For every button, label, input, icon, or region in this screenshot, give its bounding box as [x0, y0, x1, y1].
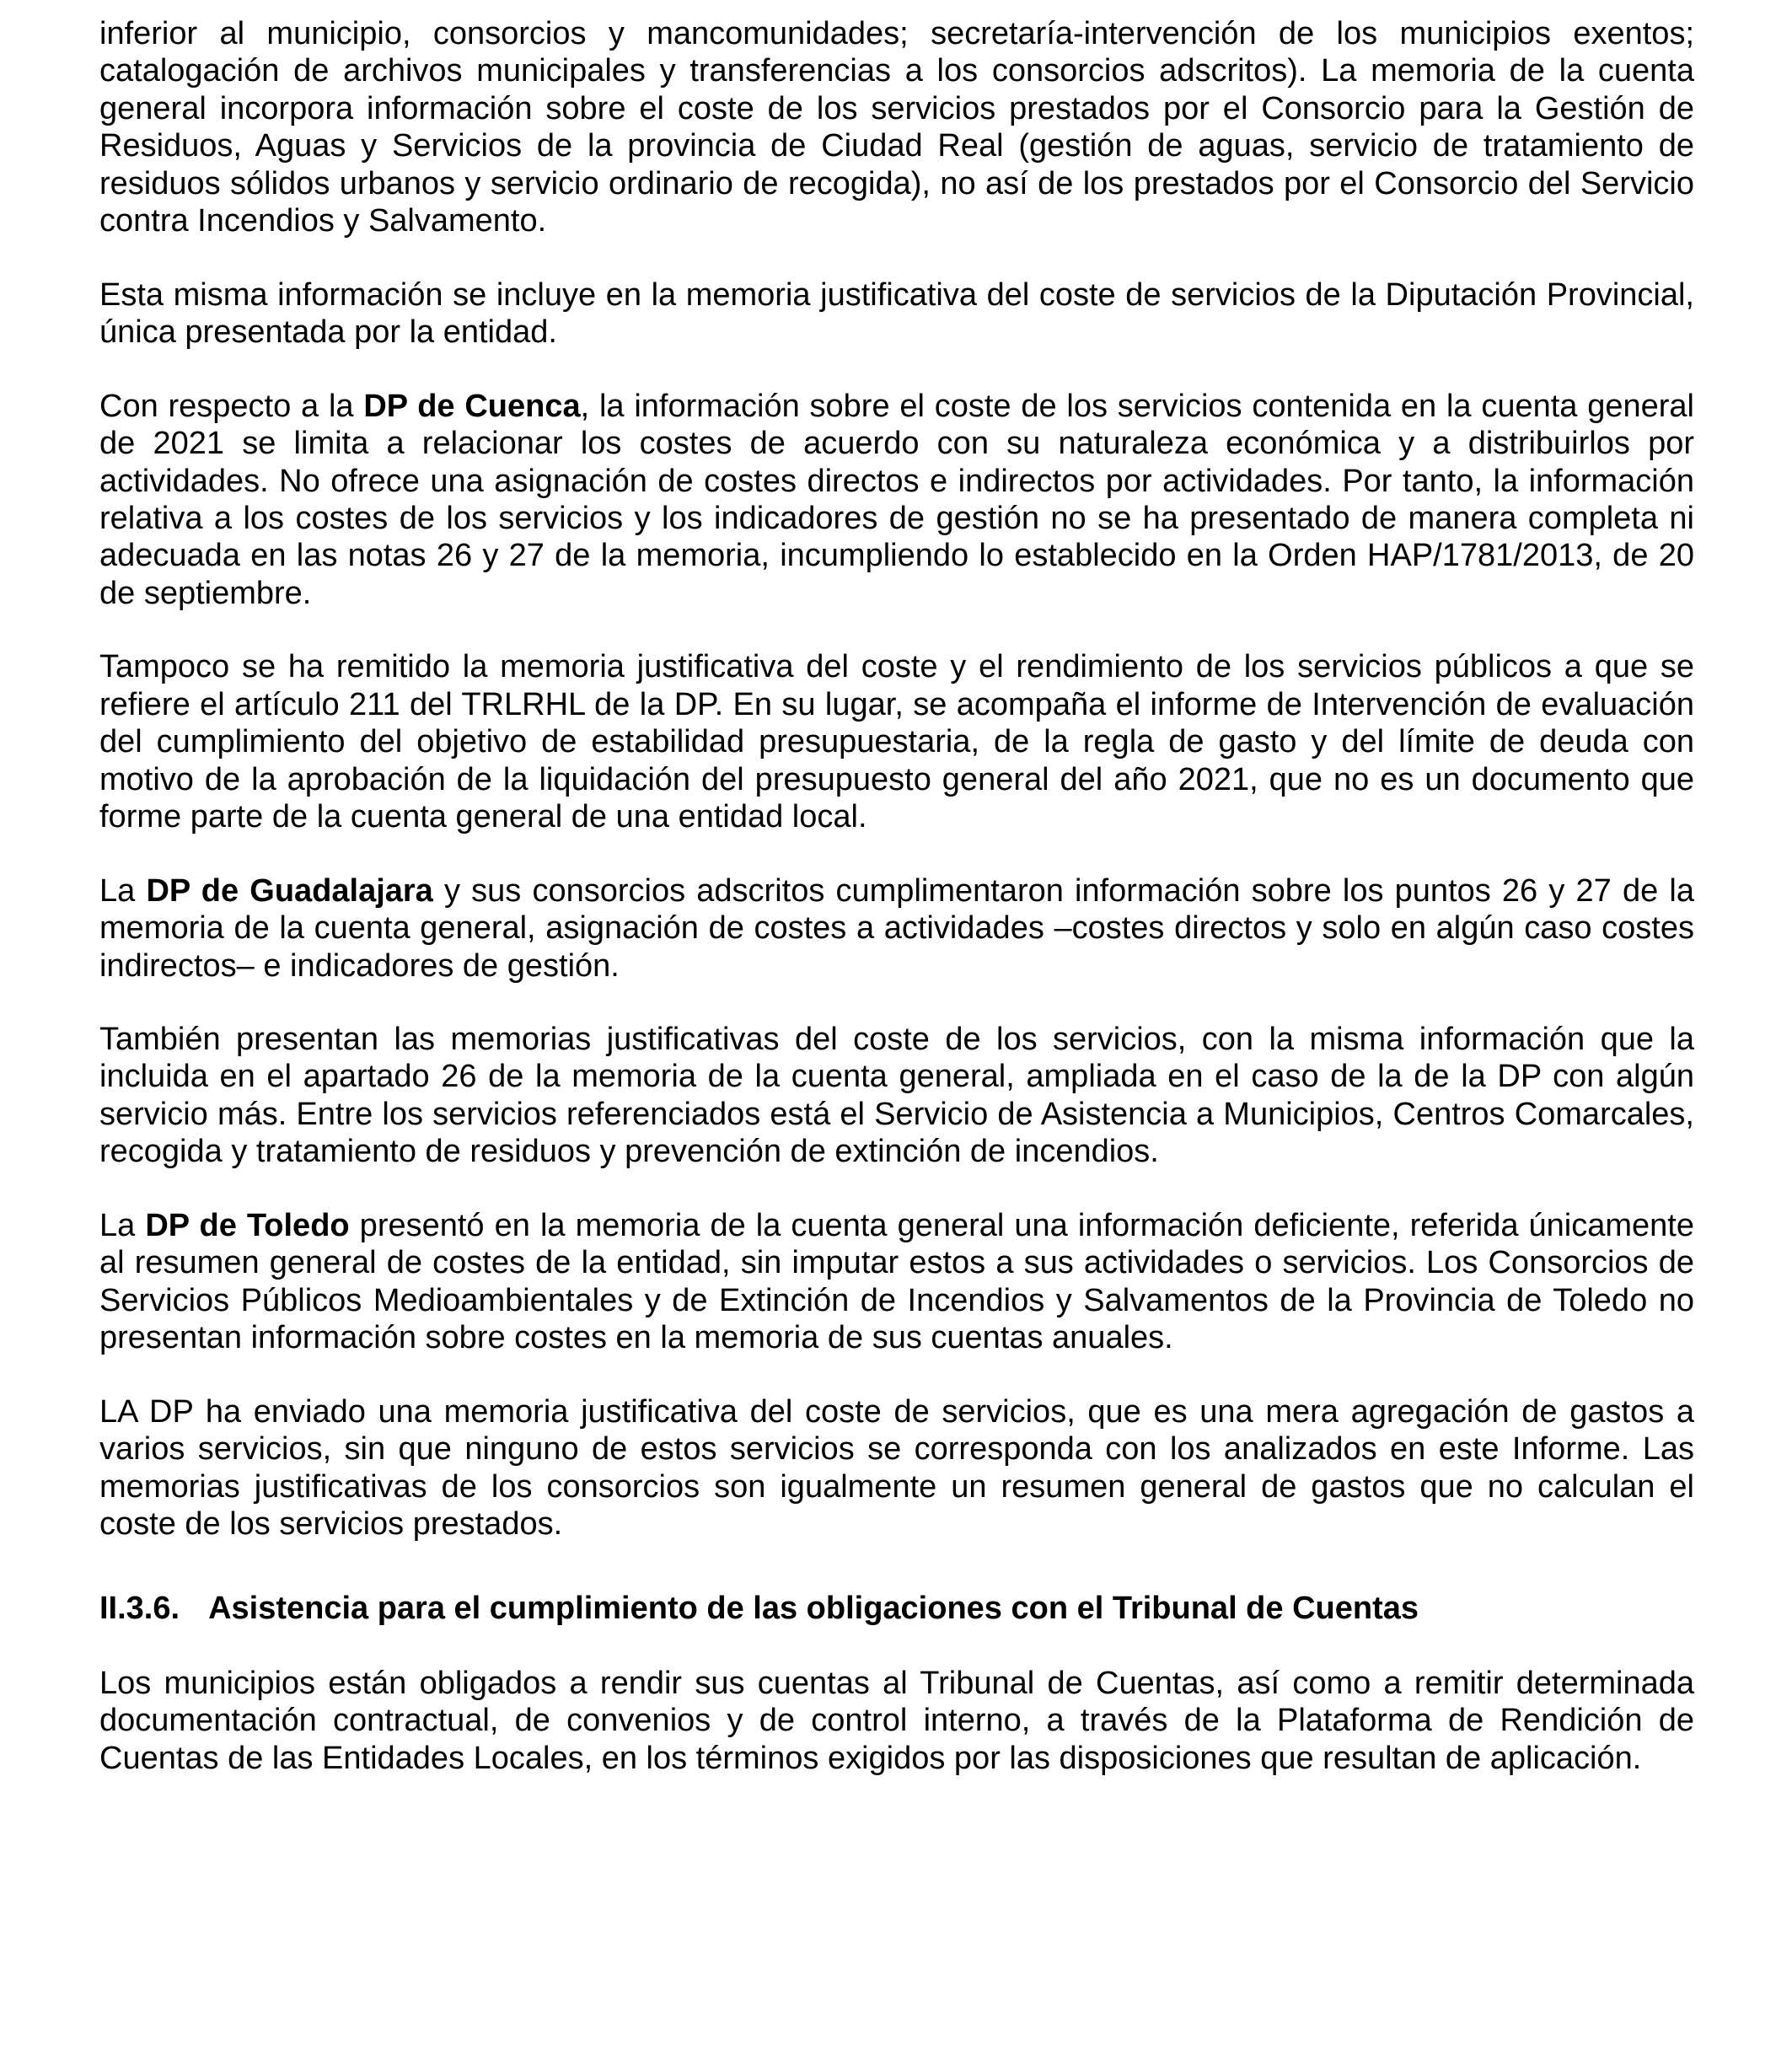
paragraph-text: presentó en la memoria de la cuenta general una información deficiente, referida únicamente al resumen general de costes de la entidad, sin imputar estos a sus actividades o servicios. Los Consorcios de Servicios Públicos Medioambientales y de Extinción de Incendios y Salvamentos de la Provincia de Toledo no presentan información sobre costes en la memoria de sus cuentas anuales.	[99, 1207, 1694, 1356]
paragraph-text: Esta misma información se incluye en la memoria justificativa del coste de servicios de la Diputación Provincial, única presentada por la entidad.	[99, 276, 1694, 351]
paragraph	[99, 1021, 1694, 1171]
paragraph-text: La	[99, 1207, 146, 1243]
paragraph-text: , la información sobre el coste de los servicios contenida en la cuenta general de 2021 se limita a relacionar los costes de acuerdo con su naturaleza económica y a distribuirlos por actividades. No ofrece una asignación de costes directos e indirectos por actividades. Por tanto, la información relativa a los costes de los servicios y los indicadores de gestión no se ha presentado de manera completa ni adecuada en las notas 26 y 27 de la memoria, incumpliendo lo establecido en la Orden HAP/1781/2013, de 20 de septiembre.	[99, 388, 1694, 611]
paragraph-text: LA DP ha enviado una memoria justificativa del coste de servicios, que es una mera agregación de gastos a varios servicios, sin que ninguno de estos servicios se corresponda con los analizados en este Informe. Las memorias justificativas de los consorcios son igualmente un resumen general de gastos que no calculan el coste de los servicios prestados.	[99, 1393, 1694, 1542]
paragraph	[99, 1665, 1694, 1777]
paragraph-text: y sus consorcios adscritos cumplimentaron información sobre los puntos 26 y 27 de la memoria de la cuenta general, asignación de costes a actividades –costes directos y solo en algún caso costes indirectos– e indicadores de gestión.	[99, 872, 1694, 984]
paragraph	[99, 872, 1694, 985]
paragraph-text: También presentan las memorias justificativas del coste de los servicios, con la misma información que la incluida en el apartado 26 de la memoria de la cuenta general, ampliada en el caso de la de la DP con algún servicio más. Entre los servicios referenciados está el Servicio de Asistencia a Municipios, Centros Comarcales, recogida y tratamiento de residuos y prevención de extinción de incendios.	[99, 1021, 1694, 1170]
section-number: II.3.6.	[99, 1591, 180, 1627]
bold-entity-name: DP de Guadalajara	[146, 872, 433, 909]
paragraph-text: La	[99, 872, 147, 909]
section-heading	[99, 1590, 1694, 1627]
paragraph	[99, 648, 1694, 835]
paragraph	[99, 276, 1694, 352]
paragraph-text: Con respecto a la	[99, 388, 364, 424]
paragraph	[99, 388, 1694, 613]
paragraph-text: Los municipios están obligados a rendir sus cuentas al Tribunal de Cuentas, así como a remitir determinada documentación contractual, de convenios y de control interno, a través de la Plataforma de Rendición de Cuentas de las Entidades Locales, en los términos exigidos por las disposiciones que resultan de aplicación.	[99, 1665, 1694, 1776]
section-title: Asistencia para el cumplimiento de las obligaciones con el Tribunal de Cuentas	[208, 1591, 1419, 1627]
bold-entity-name: DP de Cuenca	[363, 388, 581, 424]
paragraph	[99, 15, 1694, 240]
bold-entity-name: DP de Toledo	[145, 1207, 350, 1243]
paragraph-text: inferior al municipio, consorcios y mancomunidades; secretaría-intervención de los municipios exentos; catalogación de archivos municipales y transferencias a los consorcios adscritos). La memoria de la cuenta general incorpora información sobre el coste de los servicios prestados por el Consorcio para la Gestión de Residuos, Aguas y Servicios de la provincia de Ciudad Real (gestión de aguas, servicio de tratamiento de residuos sólidos urbanos y servicio ordinario de recogida), no así de los prestados por el Consorcio del Servicio contra Incendios y Salvamento.	[99, 16, 1694, 239]
paragraph-text: Tampoco se ha remitido la memoria justificativa del coste y el rendimiento de los servicios públicos a que se refiere el artículo 211 del TRLRHL de la DP. En su lugar, se acompaña el informe de Intervención de evaluación del cumplimiento del objetivo de estabilidad presupuestaria, de la regla de gasto y del límite de deuda con motivo de la aprobación de la liquidación del presupuesto general del año 2021, que no es un documento que forme parte de la cuenta general de una entidad local.	[99, 649, 1694, 835]
paragraph	[99, 1207, 1694, 1357]
paragraph	[99, 1393, 1694, 1543]
